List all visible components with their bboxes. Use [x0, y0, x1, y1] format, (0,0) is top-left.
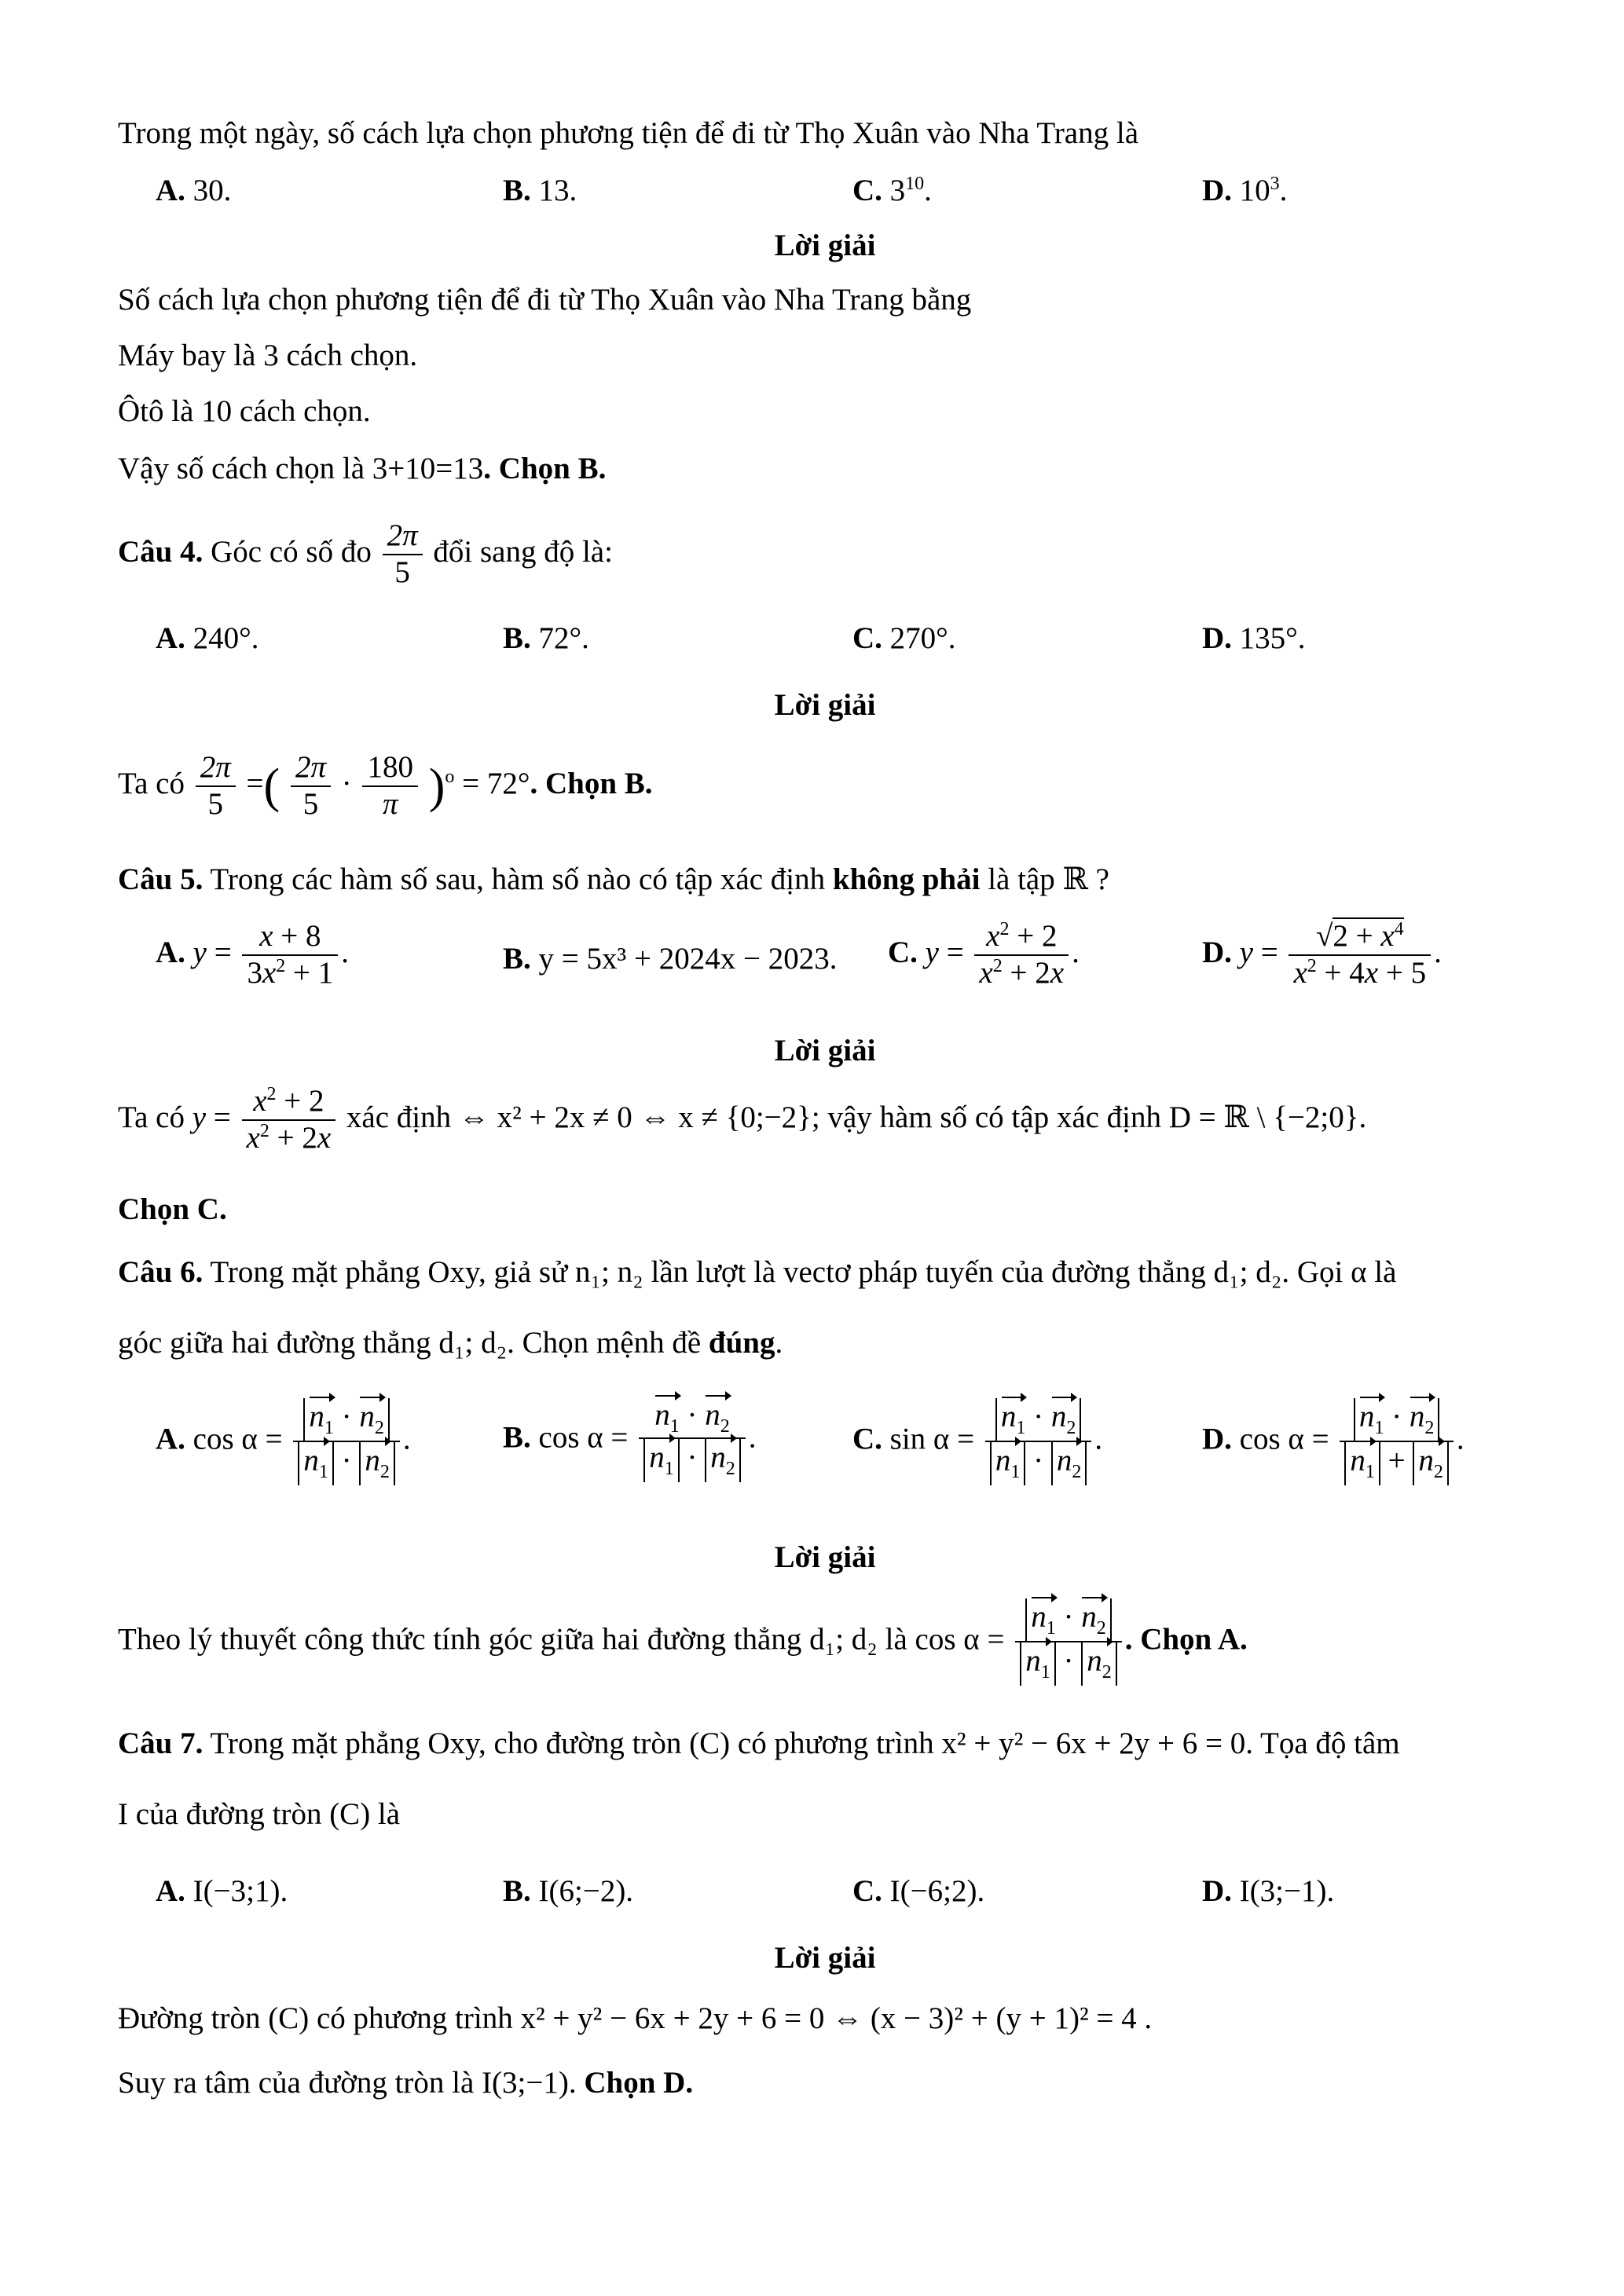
q3-sol-line-3: Ôtô là 10 cách chọn. [118, 394, 371, 428]
q7-option-b: B. I(6;−2). [503, 1874, 634, 1908]
q4-question: Câu 4. Góc có số đo $\frac{2\pi}{5}$ đổi sang độ là: [118, 518, 613, 589]
q5-question: Câu 5. Trong các hàm số sau, hàm số nào có tập xác định không phải là tập ℝ ? [118, 862, 1109, 896]
q7-sol-line-2: Suy ra tâm của đường tròn là I(3;−1). Chọn D. [118, 2066, 694, 2100]
q3-option-a: A. 30. [156, 174, 232, 207]
q7-solution-title: Lời giải [774, 1941, 876, 1975]
q3-intro: Trong một ngày, số cách lựa chọn phương tiện để đi từ Thọ Xuân vào Nha Trang là [118, 116, 1139, 150]
q5-solution: Ta có y = $\frac{x^2 + 2}{x^2 + 2x}$ xác định ⇔ x² + 2x ≠ 0 ⇔ x ≠ {0;−2}; vậy hàm số có tập xác định D = ℝ \ {−2;0}. [118, 1084, 1367, 1155]
q3-sol-line-1: Số cách lựa chọn phương tiện để đi từ Thọ Xuân vào Nha Trang bằng [118, 283, 972, 317]
q6-option-c: C. sin α = $\frac{n_1 \cdot n_2}{n_1 \cdot n_2}$ . [852, 1398, 1102, 1485]
q3-option-c: C. $3^{10}$. [852, 174, 932, 207]
q7-sol-line-1: Đường tròn (C) có phương trình x² + y² − 6x + 2y + 6 = 0 ⇔ (x − 3)² + (y + 1)² = 4 . [118, 2001, 1153, 2035]
q6-solution-title: Lời giải [774, 1540, 876, 1574]
q3-option-b: B. 13. [503, 174, 577, 207]
q6-question-line-1: Câu 6. Trong mặt phẳng Oxy, giả sử n₁; n₂ lần lượt là vectơ pháp tuyến của đường thẳng d₁; d₂. Gọi α là [118, 1255, 1397, 1289]
q7-option-c: C. I(−6;2). [852, 1874, 985, 1908]
q6-option-b: B. cos α = $\frac{n_1 \cdot n_2}{n_1 \cdot n_2}$ . [503, 1398, 756, 1482]
q7-option-d: D. I(3;−1). [1202, 1874, 1335, 1908]
q7-option-a: A. I(−3;1). [156, 1874, 288, 1908]
q5-option-a: A. y = $\frac{x + 8}{3x^2 + 1}$ . [156, 919, 350, 990]
q4-fraction: $\frac{2\pi}{5}$ [383, 518, 423, 591]
q5-option-d: D. y = $\frac{√2 + x^4}{x^2 + 4x + 5}$ . [1202, 919, 1442, 990]
q7-question-line-2: I của đường tròn (C) là [118, 1797, 401, 1831]
q5-solution-title: Lời giải [774, 1034, 876, 1067]
q6-solution: Theo lý thuyết công thức tính góc giữa hai đường thẳng d₁; d₂ là cos α = $\frac{n_1 \cdot n_2}{n_1 \cdot n_2}$ . Chọn A. [118, 1598, 1248, 1686]
q7-question-line-1: Câu 7. Trong mặt phẳng Oxy, cho đường tròn (C) có phương trình x² + y² − 6x + 2y + 6 = 0. Tọa độ tâm [118, 1727, 1400, 1760]
q4-option-c: C. 270°. [852, 621, 956, 655]
q4-solution: Ta có $\frac{2\pi}{5}$ =( $\frac{2\pi}{5}$ · $\frac{180}{\pi}$ )$^o$ = 72°. Chọn B. [118, 750, 653, 821]
q6-option-a: A. cos α = $\frac{n_1 \cdot n_2}{n_1 \cdot n_2}$ . [156, 1398, 411, 1485]
q4-option-a: A. 240°. [156, 621, 259, 655]
q4-solution-title: Lời giải [774, 688, 876, 722]
q6-option-d: D. cos α = $\frac{n_1 \cdot n_2}{n_1 + n_2}$ . [1202, 1398, 1465, 1485]
q3-sol-line-2: Máy bay là 3 cách chọn. [118, 339, 418, 372]
q3-sol-line-4: Vậy số cách chọn là 3+10=13. Chọn B. [118, 452, 607, 485]
q5-option-b: B. y = 5x³ + 2024x − 2023. [503, 942, 838, 976]
q6-question-line-2: góc giữa hai đường thẳng d₁; d₂. Chọn mệnh đề đúng. [118, 1326, 783, 1360]
q3-solution-title: Lời giải [774, 229, 876, 262]
q5-option-c: C. y = $\frac{x^2 + 2}{x^2 + 2x}$ . [888, 919, 1080, 990]
q5-choose: Chọn C. [118, 1192, 227, 1226]
q4-option-b: B. 72°. [503, 621, 589, 655]
q3-option-d: D. $10^3$. [1202, 174, 1288, 207]
q4-option-d: D. 135°. [1202, 621, 1306, 655]
